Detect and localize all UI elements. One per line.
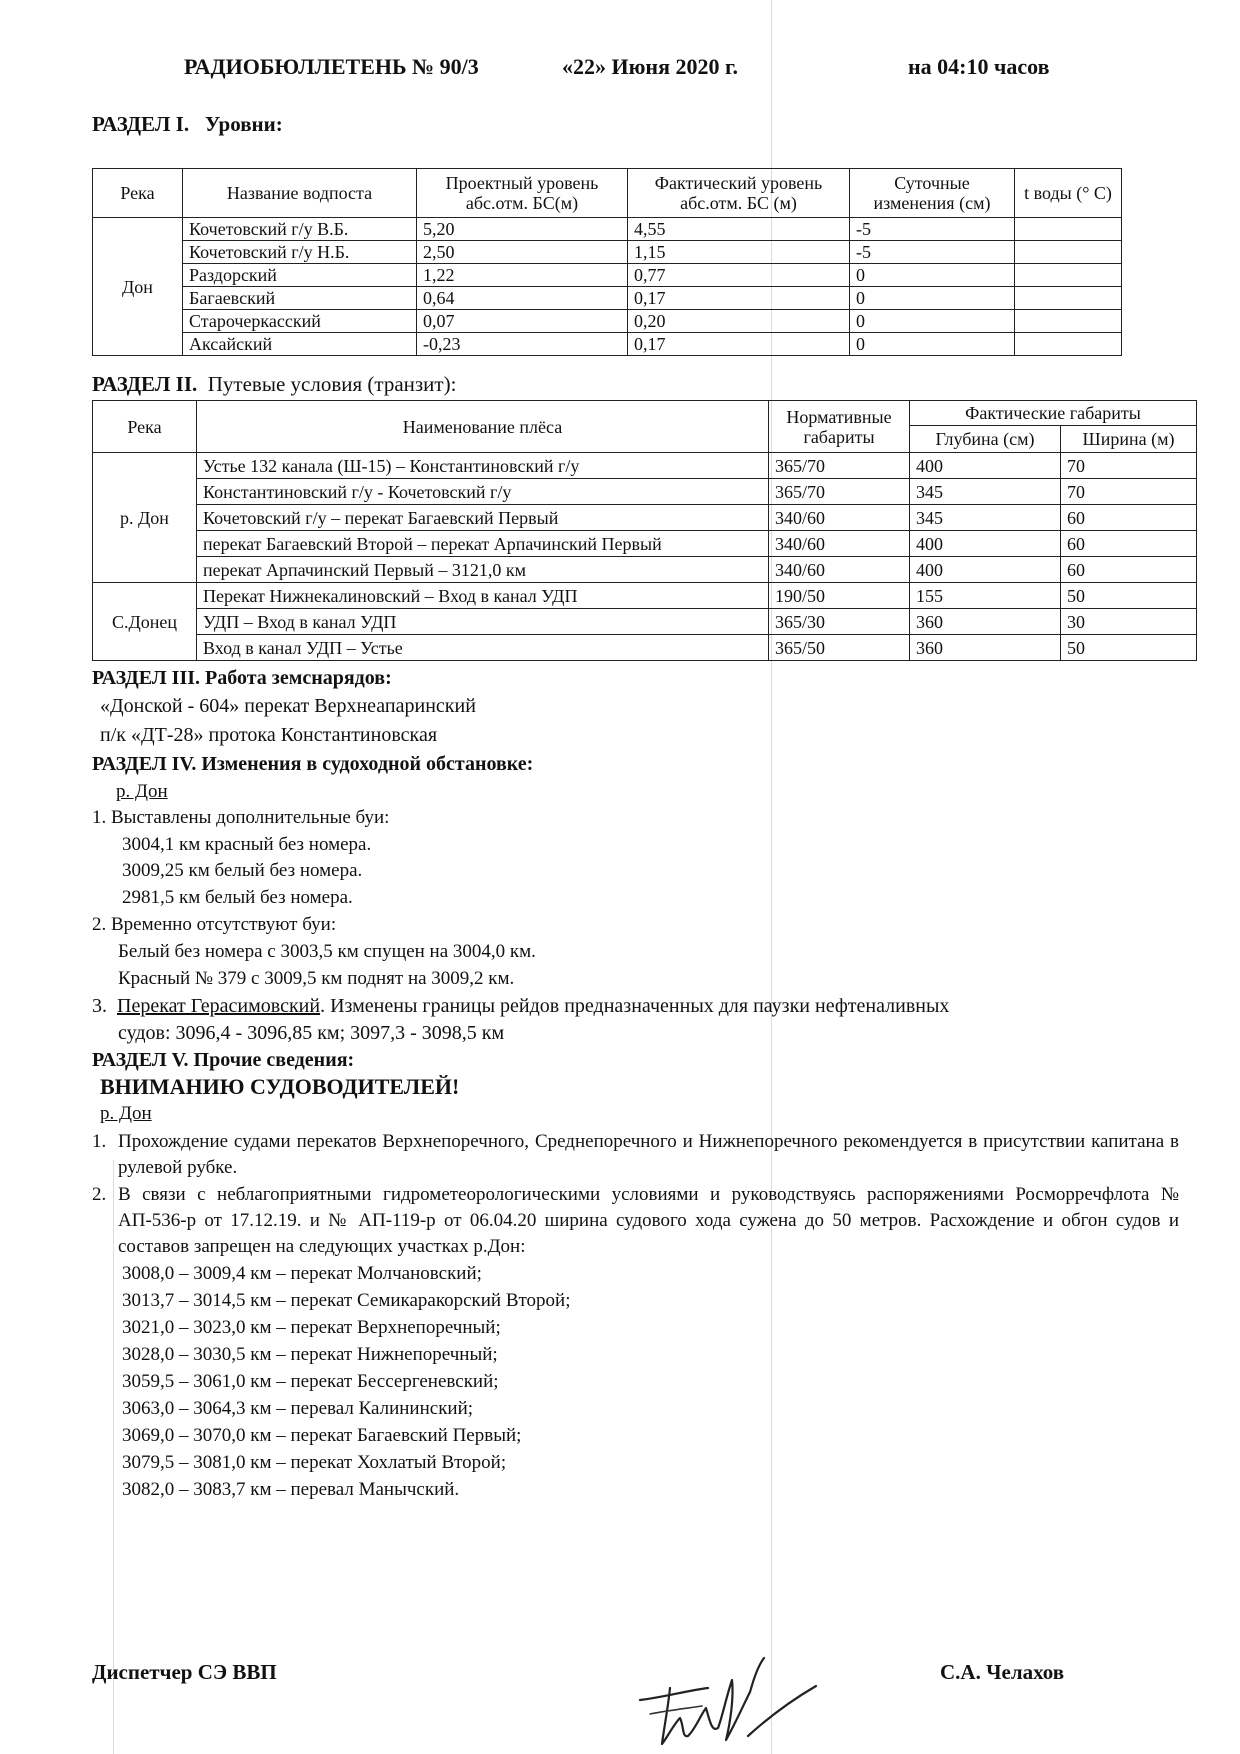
table-row: [93, 583, 1197, 609]
depth-cell: 400: [910, 557, 1061, 583]
list-item: 3021,0 – 3023,0 км – перекат Верхнепоречный;: [122, 1317, 501, 1338]
bulletin-date: «22» Июня 2020 г.: [562, 54, 739, 79]
list-item: 3004,1 км красный без номера.: [122, 834, 372, 855]
depth-cell: 345: [910, 505, 1061, 531]
transit-header-row: [93, 401, 1197, 426]
col-header: Фактический уровень абс.отм. БС (м): [628, 169, 850, 218]
river-cell: Дон: [93, 218, 183, 356]
col-header: Название водпоста: [183, 169, 417, 218]
list-text: . Изменены границы рейдов предназначенных для паузки нефтеналивных: [320, 995, 950, 1017]
norm-cell: 365/50: [769, 635, 910, 661]
list-number: 1.: [92, 1131, 107, 1152]
reach-cell: Константиновский г/у - Кочетовский г/у: [197, 479, 769, 505]
section2-title: Путевые условия (транзит):: [207, 372, 457, 396]
list-number: 3.: [92, 995, 107, 1017]
water-temp-cell: [1015, 310, 1122, 333]
list-item: 3079,5 – 3081,0 км – перекат Хохлатый Второй;: [122, 1452, 507, 1473]
list-item: 3082,0 – 3083,7 км – перевал Манычский.: [122, 1479, 460, 1500]
norm-cell: 365/30: [769, 609, 910, 635]
list-item: 3059,5 – 3061,0 км – перекат Бессергеневский;: [122, 1371, 499, 1392]
norm-cell: 190/50: [769, 583, 910, 609]
daily-change-cell: 0: [850, 287, 1015, 310]
width-cell: 70: [1061, 453, 1197, 479]
water-temp-cell: [1015, 264, 1122, 287]
table-row: [93, 218, 1122, 241]
daily-change-cell: 0: [850, 310, 1015, 333]
width-cell: 60: [1061, 531, 1197, 557]
post-cell: Багаевский: [183, 287, 417, 310]
reach-cell: Кочетовский г/у – перекат Багаевский Первый: [197, 505, 769, 531]
norm-cell: 340/60: [769, 531, 910, 557]
list-item: 3009,25 км белый без номера.: [122, 860, 363, 881]
table-row: [93, 505, 1197, 531]
col-header: Глубина (см): [910, 426, 1061, 453]
water-temp-cell: [1015, 241, 1122, 264]
depth-cell: 400: [910, 453, 1061, 479]
levels-header-row: [93, 169, 1122, 218]
table-row: [93, 310, 1122, 333]
paragraph: Прохождение судами перекатов Верхнепоречного, Среднепоречного и Нижнепоречного рекомендуется в присутствии капитана в рулевой рубке.: [118, 1131, 1179, 1178]
river-subheading: р. Дон: [100, 1103, 152, 1124]
section3-heading: РАЗДЕЛ III. Работа земснарядов:: [92, 667, 392, 689]
list-number: 2.: [92, 1184, 107, 1205]
reach-cell: Перекат Нижнекалиновский – Вход в канал УДП: [197, 583, 769, 609]
col-header: Река: [93, 401, 197, 453]
post-cell: Раздорский: [183, 264, 417, 287]
paragraph: В связи с неблагоприятными гидрометеорологическими условиями и руководствуясь распоряжениями Росморречфлота № АП-536-р от 17.12.19. и № АП-119-р от 06.04.20 ширина судового хода сужена до 50 метров. Расхождение и обгон судов и составов запрещен на следующих участках р.Дон:: [118, 1184, 1179, 1257]
col-header: Ширина (м): [1061, 426, 1197, 453]
depth-cell: 400: [910, 531, 1061, 557]
daily-change-cell: -5: [850, 241, 1015, 264]
width-cell: 60: [1061, 505, 1197, 531]
list-item: Красный № 379 с 3009,5 км поднят на 3009,2 км.: [118, 968, 515, 989]
col-header: Наименование плёса: [197, 401, 769, 453]
actual-level-cell: 0,77: [628, 264, 850, 287]
dispatcher-title: Диспетчер СЭ ВВП: [92, 1660, 277, 1684]
water-temp-cell: [1015, 333, 1122, 356]
col-header: Фактические габариты: [910, 401, 1197, 426]
table-row: [93, 609, 1197, 635]
rift-name: Перекат Герасимовский: [117, 995, 321, 1017]
depth-cell: 155: [910, 583, 1061, 609]
river-subheading: р. Дон: [116, 781, 168, 802]
width-cell: 50: [1061, 583, 1197, 609]
section2-number: РАЗДЕЛ II.: [92, 372, 198, 396]
post-cell: Кочетовский г/у Н.Б.: [183, 241, 417, 264]
section4-heading: РАЗДЕЛ IV. Изменения в судоходной обстановке:: [92, 753, 534, 775]
daily-change-cell: 0: [850, 333, 1015, 356]
section1-heading: [92, 112, 283, 137]
col-header: t воды (° С): [1015, 169, 1122, 218]
project-level-cell: 1,22: [417, 264, 628, 287]
bulletin-time: на 04:10 часов: [908, 54, 1050, 79]
depth-cell: 360: [910, 635, 1061, 661]
table-row: [93, 264, 1122, 287]
width-cell: 30: [1061, 609, 1197, 635]
section5-heading: РАЗДЕЛ V. Прочие сведения:: [92, 1049, 355, 1071]
width-cell: 60: [1061, 557, 1197, 583]
depth-cell: 345: [910, 479, 1061, 505]
table-row: [93, 241, 1122, 264]
list-item: 1. Выставлены дополнительные буи:: [92, 807, 390, 828]
river-cell: С.Донец: [93, 583, 197, 661]
transit-table: [92, 400, 1197, 661]
table-row: [93, 333, 1122, 356]
width-cell: 50: [1061, 635, 1197, 661]
reach-cell: перекат Багаевский Второй – перекат Арпачинский Первый: [197, 531, 769, 557]
reach-cell: Вход в канал УДП – Устье: [197, 635, 769, 661]
project-level-cell: 0,07: [417, 310, 628, 333]
actual-level-cell: 0,17: [628, 287, 850, 310]
section1-number: РАЗДЕЛ I.: [92, 112, 190, 136]
actual-level-cell: 0,17: [628, 333, 850, 356]
daily-change-cell: -5: [850, 218, 1015, 241]
col-header: Нормативные габариты: [769, 401, 910, 453]
list-item: судов: 3096,4 - 3096,85 км; 3097,3 - 3098,5 км: [118, 1022, 505, 1044]
section2-heading: [92, 372, 456, 397]
actual-level-cell: 0,20: [628, 310, 850, 333]
norm-cell: 340/60: [769, 557, 910, 583]
bulletin-title: РАДИОБЮЛЛЕТЕНЬ № 90/3: [184, 54, 479, 79]
table-row: [93, 453, 1197, 479]
reach-cell: Устье 132 канала (Ш-15) – Константиновский г/у: [197, 453, 769, 479]
levels-table: [92, 168, 1122, 356]
list-item: 2981,5 км белый без номера.: [122, 887, 353, 908]
project-level-cell: -0,23: [417, 333, 628, 356]
table-row: [93, 557, 1197, 583]
table-row: [93, 287, 1122, 310]
width-cell: 70: [1061, 479, 1197, 505]
list-item: [92, 994, 949, 1018]
list-item: 3069,0 – 3070,0 км – перекат Багаевский Первый;: [122, 1425, 522, 1446]
list-item: Белый без номера с 3003,5 км спущен на 3004,0 км.: [118, 941, 536, 962]
attention-heading: ВНИМАНИЮ СУДОВОДИТЕЛЕЙ!: [100, 1074, 460, 1099]
post-cell: Аксайский: [183, 333, 417, 356]
project-level-cell: 5,20: [417, 218, 628, 241]
section1-title: Уровни:: [204, 112, 283, 136]
list-item: 3028,0 – 3030,5 км – перекат Нижнепоречный;: [122, 1344, 498, 1365]
table-row: [93, 531, 1197, 557]
reach-cell: перекат Арпачинский Первый – 3121,0 км: [197, 557, 769, 583]
actual-level-cell: 4,55: [628, 218, 850, 241]
water-temp-cell: [1015, 218, 1122, 241]
project-level-cell: 2,50: [417, 241, 628, 264]
river-cell: р. Дон: [93, 453, 197, 583]
depth-cell: 360: [910, 609, 1061, 635]
col-header: Проектный уровень абс.отм. БС(м): [417, 169, 628, 218]
list-item: 2. Временно отсутствуют буи:: [92, 914, 337, 935]
table-row: [93, 479, 1197, 505]
project-level-cell: 0,64: [417, 287, 628, 310]
list-item: 3008,0 – 3009,4 км – перекат Молчановский;: [122, 1263, 482, 1284]
post-cell: Старочеркасский: [183, 310, 417, 333]
reach-cell: УДП – Вход в канал УДП: [197, 609, 769, 635]
water-temp-cell: [1015, 287, 1122, 310]
actual-level-cell: 1,15: [628, 241, 850, 264]
dredger-line: п/к «ДТ-28» протока Константиновская: [100, 724, 438, 746]
handwritten-signature: [630, 1628, 830, 1754]
col-header: Суточные изменения (см): [850, 169, 1015, 218]
table-row: [93, 635, 1197, 661]
list-item: 3013,7 – 3014,5 км – перекат Семикаракорский Второй;: [122, 1290, 571, 1311]
dispatcher-name: С.А. Челахов: [940, 1660, 1065, 1684]
norm-cell: 340/60: [769, 505, 910, 531]
col-header: Река: [93, 169, 183, 218]
daily-change-cell: 0: [850, 264, 1015, 287]
norm-cell: 365/70: [769, 479, 910, 505]
norm-cell: 365/70: [769, 453, 910, 479]
dredger-line: «Донской - 604» перекат Верхнеапаринский: [100, 695, 476, 717]
post-cell: Кочетовский г/у В.Б.: [183, 218, 417, 241]
bulletin-header: [184, 54, 1084, 84]
list-item: 3063,0 – 3064,3 км – перевал Калининский;: [122, 1398, 474, 1419]
